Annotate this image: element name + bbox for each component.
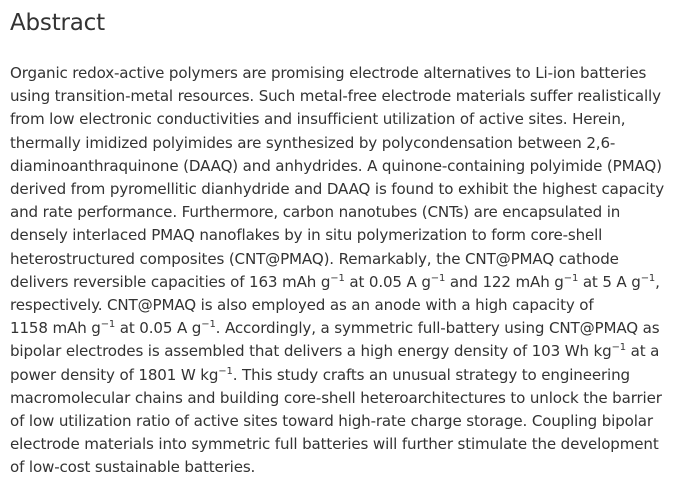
abstract-text: derived from pyromellitic dianhydride and DAAQ is found to exhibit the highest capacity [10, 180, 665, 199]
abstract-line [10, 248, 682, 271]
abstract-line [10, 132, 682, 155]
abstract-text: and rate performance. Furthermore, carbon nanotubes (CNTs) are encapsulated in [10, 203, 621, 222]
superscript: −1 [100, 319, 116, 331]
abstract-text: densely interlaced PMAQ nanoflakes by in situ polymerization to form core-shell [10, 226, 603, 245]
abstract-text: 1158 mAh g [10, 319, 101, 338]
superscript: −1 [330, 272, 345, 284]
abstract-text: macromolecular chains and building core-shell heteroarchitectures to unlock the barrier [10, 388, 662, 407]
abstract-body [10, 62, 682, 480]
abstract-text: . This study crafts an unusual strategy to engineering [232, 365, 630, 384]
abstract-text: at 0.05 A g [115, 319, 202, 338]
abstract-line [10, 317, 682, 340]
abstract-text: from low electronic conductivities and insufficient utilization of active sites. Herein, [10, 110, 626, 129]
abstract-line [10, 364, 682, 387]
abstract-text: heterostructured composites (CNT@PMAQ). Remarkably, the CNT@PMAQ cathode [10, 249, 619, 268]
abstract-text: bipolar electrodes is assembled that delivers a high energy density of 103 Wh kg [10, 342, 612, 361]
abstract-text: at 0.05 A g [344, 272, 431, 291]
abstract-text: electrode materials into symmetric full batteries will further stimulate the development [10, 435, 659, 454]
abstract-line [10, 224, 682, 247]
abstract-line [10, 108, 682, 131]
superscript: −1 [640, 272, 656, 284]
superscript: −1 [201, 319, 216, 331]
abstract-line [10, 294, 682, 317]
abstract-text: thermally imidized polyimides are synthesized by polycondensation between 2,6- [10, 133, 616, 152]
abstract-line [10, 155, 682, 178]
superscript: −1 [430, 272, 446, 284]
abstract-text: of low-cost sustainable batteries. [10, 458, 256, 477]
abstract-text: and 122 mAh g [445, 272, 564, 291]
abstract-heading: Abstract [10, 10, 105, 36]
superscript: −1 [563, 272, 579, 284]
abstract-text: delivers reversible capacities of 163 mAh g [10, 272, 331, 291]
abstract-text: using transition-metal resources. Such metal-free electrode materials suffer realistically [10, 87, 661, 106]
abstract-text: . Accordingly, a symmetric full-battery using CNT@PMAQ as [215, 319, 660, 338]
abstract-line [10, 85, 682, 108]
abstract-text: at 5 A g [578, 272, 641, 291]
superscript: −1 [611, 342, 627, 354]
superscript: −1 [218, 365, 233, 377]
abstract-section [10, 0, 682, 480]
abstract-line [10, 271, 682, 294]
abstract-line [10, 340, 682, 363]
abstract-text: respectively. CNT@PMAQ is also employed as an anode with a high capacity of [10, 296, 594, 315]
abstract-line [10, 201, 682, 224]
abstract-line [10, 178, 682, 201]
abstract-text: of low utilization ratio of active sites toward high-rate charge storage. Coupling bipolar [10, 412, 653, 431]
abstract-text: power density of 1801 W kg [10, 365, 219, 384]
abstract-text: at a [626, 342, 660, 361]
abstract-text: Organic redox-active polymers are promising electrode alternatives to Li-ion batteries [10, 64, 647, 82]
abstract-line [10, 410, 682, 433]
abstract-line [10, 387, 682, 410]
abstract-text: , [655, 272, 660, 291]
abstract-line [10, 433, 682, 456]
abstract-line [10, 456, 682, 479]
abstract-text: diaminoanthraquinone (DAAQ) and anhydrides. A quinone-containing polyimide (PMAQ) [10, 156, 662, 175]
abstract-line [10, 62, 682, 85]
